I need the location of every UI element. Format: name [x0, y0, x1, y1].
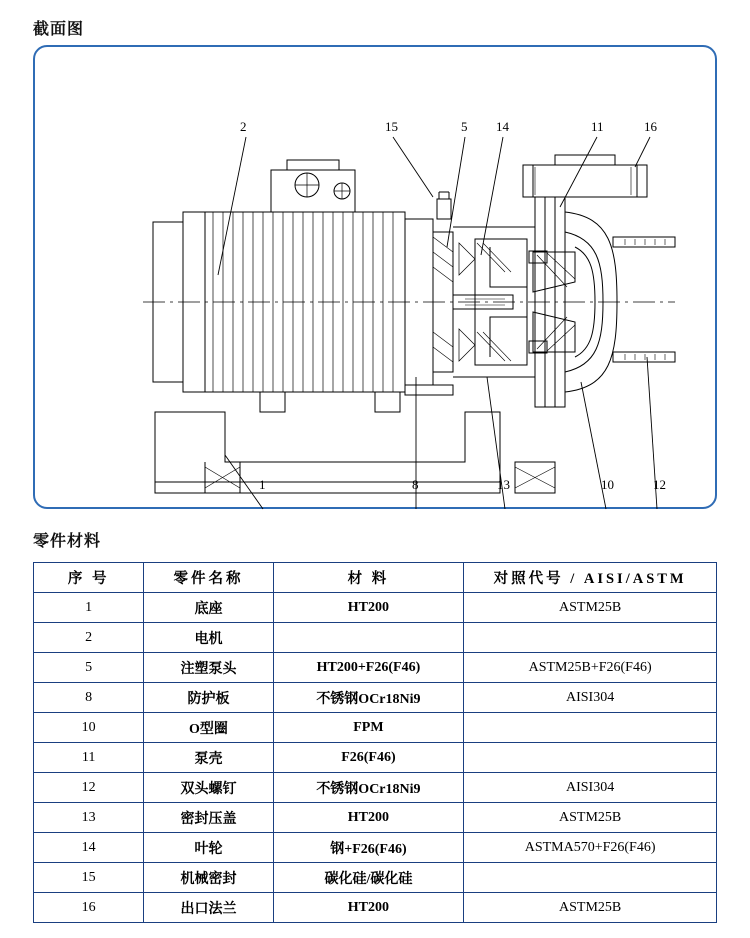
table-row — [34, 713, 717, 743]
cell-code — [464, 713, 717, 743]
cell-material: 钢+F26(F46) — [273, 833, 464, 863]
cell-name: 泵壳 — [144, 743, 273, 773]
callout-15: 15 — [385, 119, 398, 134]
cell-name: 底座 — [144, 593, 273, 623]
cell-material: 不锈钢OCr18Ni9 — [273, 683, 464, 713]
table-row — [34, 683, 717, 713]
cell-material: 碳化硅/碳化硅 — [273, 863, 464, 893]
callout-16: 16 — [644, 119, 657, 134]
parts-material-table — [33, 562, 717, 923]
header-material: 材 料 — [273, 563, 464, 593]
header-code: 对照代号 / AISI/ASTM — [464, 563, 717, 593]
cell-material: FPM — [273, 713, 464, 743]
cell-code: ASTM25B+F26(F46) — [464, 653, 717, 683]
table-row — [34, 773, 717, 803]
table-row — [34, 593, 717, 623]
cell-material — [273, 623, 464, 653]
pump-cross-section-drawing — [35, 47, 719, 511]
callout-1: 1 — [259, 477, 266, 492]
table-row — [34, 893, 717, 923]
table-row — [34, 803, 717, 833]
cell-name: O型圈 — [144, 713, 273, 743]
diagram-section-title: 截面图 — [33, 21, 85, 38]
header-index: 序 号 — [34, 563, 144, 593]
cell-code: ASTMA570+F26(F46) — [464, 833, 717, 863]
callout-14: 14 — [496, 119, 509, 134]
callout-13: 13 — [497, 477, 510, 492]
cell-index: 2 — [34, 623, 144, 653]
cell-code — [464, 743, 717, 773]
cell-index: 15 — [34, 863, 144, 893]
header-name: 零件名称 — [144, 563, 273, 593]
table-row — [34, 833, 717, 863]
cell-name: 注塑泵头 — [144, 653, 273, 683]
cell-code: ASTM25B — [464, 593, 717, 623]
cell-index: 1 — [34, 593, 144, 623]
cell-material: F26(F46) — [273, 743, 464, 773]
cell-index: 8 — [34, 683, 144, 713]
table-row — [34, 623, 717, 653]
cell-code: ASTM25B — [464, 803, 717, 833]
table-row — [34, 653, 717, 683]
table-row — [34, 743, 717, 773]
cell-name: 防护板 — [144, 683, 273, 713]
table-header-row — [34, 563, 717, 593]
cell-name: 出口法兰 — [144, 893, 273, 923]
cell-material: HT200 — [273, 893, 464, 923]
callout-8: 8 — [412, 477, 419, 492]
cell-code — [464, 863, 717, 893]
cross-section-diagram-panel — [33, 45, 717, 509]
cell-material: HT200 — [273, 803, 464, 833]
cell-name: 双头螺钉 — [144, 773, 273, 803]
cell-index: 13 — [34, 803, 144, 833]
cell-name: 叶轮 — [144, 833, 273, 863]
cell-index: 14 — [34, 833, 144, 863]
cell-name: 密封压盖 — [144, 803, 273, 833]
cell-material: HT200 — [273, 593, 464, 623]
cell-code: ASTM25B — [464, 893, 717, 923]
cell-material: HT200+F26(F46) — [273, 653, 464, 683]
cell-material: 不锈钢OCr18Ni9 — [273, 773, 464, 803]
callout-11: 11 — [591, 119, 604, 134]
callout-2: 2 — [240, 119, 247, 134]
cell-index: 10 — [34, 713, 144, 743]
cell-code — [464, 623, 717, 653]
parts-section-title: 零件材料 — [33, 533, 102, 550]
cell-index: 11 — [34, 743, 144, 773]
cell-index: 12 — [34, 773, 144, 803]
table-row — [34, 863, 717, 893]
callout-5: 5 — [461, 119, 468, 134]
cell-index: 16 — [34, 893, 144, 923]
cell-index: 5 — [34, 653, 144, 683]
cell-code: AISI304 — [464, 683, 717, 713]
cell-name: 电机 — [144, 623, 273, 653]
cell-name: 机械密封 — [144, 863, 273, 893]
callout-12: 12 — [653, 477, 666, 492]
cell-code: AISI304 — [464, 773, 717, 803]
callout-10: 10 — [601, 477, 614, 492]
